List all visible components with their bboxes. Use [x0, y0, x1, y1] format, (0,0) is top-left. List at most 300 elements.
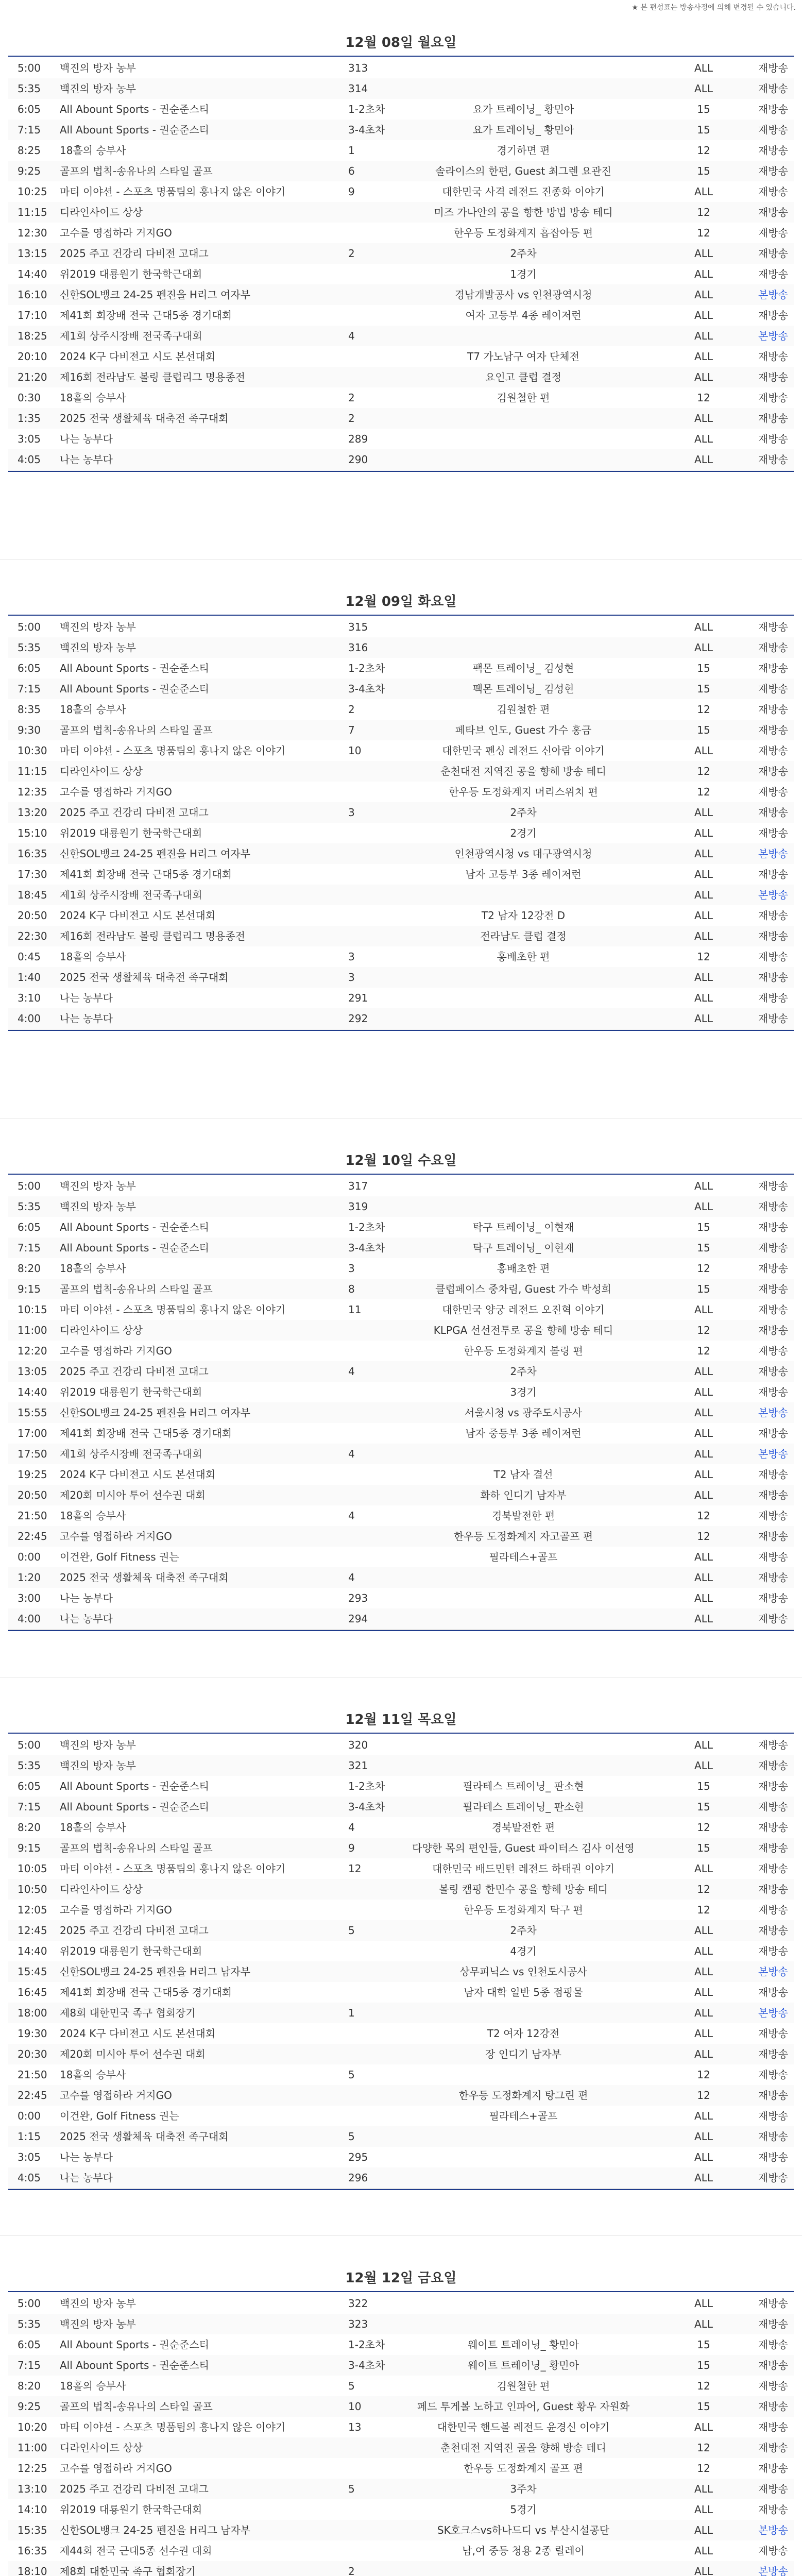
day-top-rule	[8, 1733, 794, 1734]
day-separator	[0, 2235, 802, 2236]
cell-time: 12:05	[18, 1904, 47, 1916]
cell-broadcast-type: 재방송	[758, 103, 788, 115]
cell-broadcast-type: 재방송	[758, 144, 788, 157]
cell-subtitle: 김원철한 편	[497, 2380, 550, 2392]
cell-episode: 294	[348, 1613, 368, 1625]
cell-broadcast-type: 재방송	[758, 1571, 788, 1584]
cell-rating: ALL	[694, 868, 713, 880]
cell-rating: ALL	[694, 1386, 713, 1398]
cell-episode	[348, 1402, 405, 1423]
cell-subtitle	[405, 2003, 642, 2023]
cell-episode: 3-4초차	[348, 683, 385, 695]
cell-episode: 8	[348, 1283, 355, 1295]
cell-subtitle	[405, 1176, 642, 1196]
table-row	[8, 284, 794, 306]
cell-broadcast-type: 재방송	[758, 703, 788, 716]
table-row	[8, 1755, 794, 1776]
table-row	[8, 2003, 794, 2024]
table-row	[8, 2561, 794, 2576]
cell-episode: 5	[348, 2483, 355, 2495]
table-row	[8, 1735, 794, 1756]
cell-subtitle	[405, 2147, 642, 2167]
table-row	[8, 2167, 794, 2189]
cell-program: 제44회 전국 근대5종 선수권 대회	[60, 2545, 212, 2557]
cell-program: 제20회 미시아 투어 선수권 대회	[60, 2048, 206, 2060]
cell-subtitle: 요인고 클럽 결정	[485, 371, 561, 383]
table-row	[8, 2334, 794, 2355]
cell-rating: ALL	[694, 1965, 713, 1978]
cell-time: 5:35	[18, 2318, 41, 2330]
cell-subtitle: 한우등 도정화계지 탕그린 편	[458, 2089, 588, 2102]
cell-broadcast-type: 재방송	[758, 1200, 788, 1213]
cell-rating: ALL	[694, 848, 713, 860]
cell-subtitle: 남자 중등부 3종 레이저런	[465, 1427, 582, 1439]
cell-program: 2024 K구 다비전고 시도 본선대회	[60, 909, 215, 922]
cell-broadcast-type: 재방송	[758, 82, 788, 95]
cell-time: 6:05	[18, 1780, 41, 1792]
cell-subtitle	[405, 1608, 642, 1629]
cell-episode	[348, 2023, 405, 2044]
cell-episode: 1-2초차	[348, 662, 385, 674]
day-bottom-rule	[8, 1030, 794, 1031]
cell-subtitle: 한우등 도정화계지 볼링 편	[464, 1345, 583, 1357]
cell-rating: ALL	[694, 1303, 713, 1316]
cell-episode: 2	[348, 2565, 355, 2576]
cell-time: 11:15	[18, 206, 47, 218]
cell-rating: 12	[697, 1883, 710, 1895]
cell-rating: ALL	[694, 930, 713, 942]
cell-broadcast-type: 재방송	[758, 1904, 788, 1916]
cell-episode: 322	[348, 2297, 368, 2310]
cell-rating: ALL	[694, 2503, 713, 2516]
cell-time: 15:55	[18, 1406, 47, 1419]
cell-subtitle	[405, 1567, 642, 1588]
cell-time: 21:20	[18, 371, 47, 383]
cell-rating: 15	[697, 724, 710, 736]
table-row	[8, 679, 794, 700]
table-row	[8, 387, 794, 409]
cell-subtitle	[405, 637, 642, 658]
cell-time: 11:15	[18, 765, 47, 777]
table-row	[8, 1423, 794, 1444]
cell-rating: 15	[697, 1283, 710, 1295]
cell-episode: 313	[348, 62, 368, 74]
cell-program: 골프의 법칙-송유나의 스타일 골프	[60, 1842, 213, 1854]
cell-episode: 296	[348, 2172, 368, 2184]
cell-rating: ALL	[694, 1592, 713, 1604]
cell-subtitle	[405, 2314, 642, 2334]
cell-episode: 314	[348, 82, 368, 95]
cell-time: 10:50	[18, 1883, 47, 1895]
table-row	[8, 1176, 794, 1197]
cell-subtitle: 남자 고등부 3종 레이저런	[465, 868, 582, 880]
cell-broadcast-type: 재방송	[758, 124, 788, 136]
table-row	[8, 1608, 794, 1630]
cell-program: All Abount Sports - 권순준스티	[60, 1801, 209, 1813]
table-row	[8, 1196, 794, 1217]
cell-broadcast-type: 재방송	[758, 2400, 788, 2413]
cell-broadcast-type: 재방송	[758, 2421, 788, 2433]
cell-program: 18홀의 승부사	[60, 2069, 126, 2081]
cell-episode	[348, 1982, 405, 2003]
cell-rating: 12	[697, 2380, 710, 2392]
cell-rating: ALL	[694, 1012, 713, 1025]
cell-rating: ALL	[694, 2297, 713, 2310]
cell-broadcast-type: 재방송	[758, 2048, 788, 2060]
table-row	[8, 2396, 794, 2417]
cell-program: 마티 이야션 - 스포츠 명품팀의 흥나지 않은 이야기	[60, 2421, 286, 2433]
cell-time: 21:50	[18, 1510, 47, 1522]
cell-time: 12:35	[18, 786, 47, 798]
table-row	[8, 2314, 794, 2335]
cell-rating: 15	[697, 124, 710, 136]
day-top-rule	[8, 1174, 794, 1175]
cell-subtitle	[405, 1588, 642, 1608]
cell-rating: 12	[697, 951, 710, 963]
table-row	[8, 658, 794, 679]
cell-broadcast-type: 재방송	[758, 744, 788, 757]
cell-episode: 4	[348, 1448, 355, 1460]
cell-broadcast-type: 재방송	[758, 453, 788, 466]
cell-rating: ALL	[694, 2545, 713, 2557]
cell-rating: ALL	[694, 1945, 713, 1957]
table-row	[8, 120, 794, 141]
cell-program: 골프의 법칙-송유나의 스타일 골프	[60, 1283, 213, 1295]
cell-broadcast-type: 재방송	[758, 1242, 788, 1254]
cell-program: 디라인사이드 상상	[60, 2442, 143, 2454]
cell-episode	[348, 367, 405, 387]
table-row	[8, 1941, 794, 1962]
cell-program: 18홀의 승부사	[60, 144, 126, 157]
day-schedule	[0, 559, 802, 1118]
cell-subtitle	[405, 1444, 642, 1464]
cell-subtitle: 다양한 목의 편인들, Guest 파이터스 김사 이선영	[412, 1842, 635, 1854]
table-row	[8, 181, 794, 202]
cell-rating: ALL	[694, 1862, 713, 1875]
table-row	[8, 988, 794, 1009]
table-row	[8, 905, 794, 926]
cell-broadcast-type: 재방송	[758, 2297, 788, 2310]
cell-rating: 15	[697, 103, 710, 115]
cell-time: 9:25	[18, 165, 41, 177]
cell-rating: ALL	[694, 309, 713, 321]
cell-episode	[348, 2106, 405, 2126]
cell-program: 골프의 법칙-송유나의 스타일 골프	[60, 165, 213, 177]
table-row	[8, 2085, 794, 2106]
cell-rating: 15	[697, 2338, 710, 2351]
cell-rating: 12	[697, 1821, 710, 1834]
cell-episode	[348, 761, 405, 782]
cell-episode: 9	[348, 1842, 355, 1854]
cell-time: 20:30	[18, 2048, 47, 2060]
cell-broadcast-type: 재방송	[758, 1780, 788, 1792]
cell-rating: ALL	[694, 185, 713, 198]
table-row	[8, 2479, 794, 2500]
cell-episode	[348, 823, 405, 843]
table-row	[8, 1961, 794, 1982]
cell-rating: ALL	[694, 1551, 713, 1563]
cell-episode: 3	[348, 951, 355, 963]
table-row	[8, 2355, 794, 2376]
cell-episode	[348, 223, 405, 243]
cell-broadcast-type: 재방송	[758, 2130, 788, 2143]
cell-program: All Abount Sports - 권순준스티	[60, 1221, 209, 1233]
cell-episode: 317	[348, 1180, 368, 1192]
cell-time: 10:15	[18, 1303, 47, 1316]
cell-subtitle: 경북발전한 편	[491, 1821, 555, 1834]
cell-time: 19:30	[18, 2027, 47, 2040]
cell-broadcast-type: 재방송	[758, 1759, 788, 1772]
cell-program: 마티 이야션 - 스포츠 명품팀의 흥나지 않은 이야기	[60, 1303, 286, 1316]
cell-time: 11:00	[18, 1324, 47, 1336]
cell-episode: 2	[348, 247, 355, 260]
cell-episode	[348, 1547, 405, 1567]
cell-subtitle	[405, 2167, 642, 2188]
cell-rating: ALL	[694, 1613, 713, 1625]
cell-broadcast-type: 재방송	[758, 371, 788, 383]
cell-time: 9:25	[18, 2400, 41, 2413]
cell-time: 8:20	[18, 1821, 41, 1834]
table-row	[8, 408, 794, 429]
cell-time: 10:25	[18, 185, 47, 198]
table-row	[8, 926, 794, 947]
cell-episode	[348, 346, 405, 367]
cell-episode: 4	[348, 1571, 355, 1584]
cell-time: 3:00	[18, 1592, 41, 1604]
cell-program: 제41회 회장배 전국 근대5종 경기대회	[60, 868, 232, 880]
table-row	[8, 1505, 794, 1527]
table-row	[8, 1402, 794, 1423]
cell-program: 제8회 대한민국 족구 협회장기	[60, 2007, 196, 2019]
cell-program: 18홀의 승부사	[60, 1821, 126, 1834]
cell-subtitle: 요가 트레이닝_ 황민아	[472, 124, 574, 136]
cell-broadcast-type: 재방송	[758, 806, 788, 819]
table-row	[8, 1464, 794, 1485]
cell-program: 2024 K구 다비전고 시도 본선대회	[60, 1468, 215, 1481]
cell-subtitle	[405, 1196, 642, 1217]
cell-episode: 7	[348, 724, 355, 736]
cell-program: All Abount Sports - 권순준스티	[60, 2338, 209, 2351]
cell-program: 제1회 상주시장배 전국족구대회	[60, 889, 202, 901]
table-row	[8, 1588, 794, 1609]
cell-broadcast-type: 재방송	[758, 1801, 788, 1813]
cell-program: 2025 주고 건강리 다비전 고대그	[60, 1924, 209, 1937]
cell-program: 백진의 방자 농부	[60, 1180, 136, 1192]
table-row	[8, 1217, 794, 1238]
day-bottom-rule	[8, 1630, 794, 1631]
cell-broadcast-type: 재방송	[758, 2545, 788, 2557]
day-schedule	[0, 2235, 802, 2576]
cell-rating: ALL	[694, 2524, 713, 2536]
day-schedule	[0, 0, 802, 559]
cell-episode: 321	[348, 1759, 368, 1772]
cell-program: 백진의 방자 농부	[60, 1200, 136, 1213]
cell-episode	[348, 2458, 405, 2479]
cell-time: 18:45	[18, 889, 47, 901]
day-schedule	[0, 1677, 802, 2236]
cell-subtitle: 춘천대전 지역진 공을 향해 방송 테디	[440, 765, 606, 777]
cell-subtitle: 5경기	[510, 2503, 537, 2516]
cell-episode: 2	[348, 412, 355, 425]
table-row	[8, 1258, 794, 1279]
cell-subtitle: 한우등 도정화계지 골프 편	[464, 2462, 583, 2475]
cell-rating: ALL	[694, 412, 713, 425]
cell-time: 20:50	[18, 909, 47, 922]
cell-subtitle: 홍배초한 편	[497, 951, 550, 963]
cell-subtitle: 웨이트 트레이닝_ 황민아	[468, 2338, 579, 2351]
cell-episode: 4	[348, 330, 355, 342]
cell-time: 7:15	[18, 1801, 41, 1813]
cell-program: All Abount Sports - 권순준스티	[60, 103, 209, 115]
cell-subtitle: 볼링 캠핑 한민수 공을 향해 방송 테디	[439, 1883, 608, 1895]
cell-subtitle	[405, 408, 642, 429]
cell-subtitle: 필라테스 트레이닝_ 판소현	[463, 1801, 584, 1813]
table-row	[8, 1526, 794, 1547]
table-row	[8, 99, 794, 120]
day-top-rule	[8, 2291, 794, 2292]
table-row	[8, 429, 794, 450]
table-row	[8, 58, 794, 79]
cell-rating: ALL	[694, 2027, 713, 2040]
cell-subtitle	[405, 1008, 642, 1029]
cell-program: 백진의 방자 농부	[60, 62, 136, 74]
table-row	[8, 2126, 794, 2147]
cell-broadcast-type: 재방송	[758, 1592, 788, 1604]
cell-subtitle: 경기하면 편	[497, 144, 550, 157]
table-row	[8, 326, 794, 347]
cell-program: 백진의 방자 농부	[60, 2318, 136, 2330]
cell-episode: 315	[348, 621, 368, 633]
cell-rating: ALL	[694, 433, 713, 445]
cell-time: 0:30	[18, 392, 41, 404]
cell-rating: ALL	[694, 2007, 713, 2019]
cell-broadcast-type: 본방송	[758, 289, 788, 301]
cell-program: 나는 농부다	[60, 453, 113, 466]
cell-episode	[348, 926, 405, 946]
cell-rating: 12	[697, 786, 710, 798]
cell-program: 위2019 대룡원기 한국학근대회	[60, 827, 202, 839]
cell-episode: 11	[348, 1303, 362, 1316]
cell-broadcast-type: 재방송	[758, 2483, 788, 2495]
cell-subtitle: 경북발전한 편	[491, 1510, 555, 1522]
cell-program: 나는 농부다	[60, 1613, 113, 1625]
cell-program: All Abount Sports - 권순준스티	[60, 683, 209, 695]
cell-rating: 12	[697, 144, 710, 157]
cell-time: 10:30	[18, 744, 47, 757]
cell-rating: ALL	[694, 2172, 713, 2184]
cell-time: 11:00	[18, 2442, 47, 2454]
cell-subtitle: 홍배초한 편	[497, 1262, 550, 1275]
cell-episode: 5	[348, 2069, 355, 2081]
table-row	[8, 2417, 794, 2438]
cell-time: 22:45	[18, 2089, 47, 2102]
cell-subtitle	[405, 1755, 642, 1776]
cell-time: 1:20	[18, 1571, 41, 1584]
cell-program: 2025 주고 건강리 다비전 고대그	[60, 2483, 209, 2495]
cell-time: 16:45	[18, 1986, 47, 1998]
table-row	[8, 1008, 794, 1029]
cell-episode	[348, 284, 405, 305]
cell-rating: 12	[697, 1510, 710, 1522]
cell-rating: 15	[697, 2400, 710, 2413]
cell-broadcast-type: 재방송	[758, 185, 788, 198]
cell-rating: ALL	[694, 2318, 713, 2330]
cell-program: 마티 이야션 - 스포츠 명품팀의 흥나지 않은 이야기	[60, 1862, 286, 1875]
cell-program: 나는 농부다	[60, 992, 113, 1004]
cell-broadcast-type: 재방송	[758, 1739, 788, 1751]
cell-episode: 10	[348, 2400, 362, 2413]
table-row	[8, 305, 794, 326]
cell-broadcast-type: 재방송	[758, 909, 788, 922]
cell-episode: 3	[348, 1262, 355, 1275]
cell-time: 13:10	[18, 2483, 47, 2495]
table-row	[8, 1320, 794, 1341]
cell-rating: 15	[697, 683, 710, 695]
cell-episode: 289	[348, 433, 368, 445]
cell-program: 신한SOL뱅크 24-25 펜진을 H리그 남자부	[60, 2524, 251, 2536]
cell-time: 22:45	[18, 1530, 47, 1543]
cell-time: 9:30	[18, 724, 41, 736]
cell-program: 2025 전국 생활체육 대축전 족구대회	[60, 2130, 229, 2143]
cell-broadcast-type: 재방송	[758, 662, 788, 674]
cell-episode	[348, 2044, 405, 2064]
cell-episode: 291	[348, 992, 368, 1004]
cell-subtitle: 필라테스 트레이닝_ 판소현	[463, 1780, 584, 1792]
cell-program: 고수를 영접하라 거지GO	[60, 1530, 172, 1543]
cell-time: 5:35	[18, 82, 41, 95]
cell-rating: ALL	[694, 1924, 713, 1937]
cell-time: 1:40	[18, 971, 41, 984]
cell-broadcast-type: 재방송	[758, 206, 788, 218]
cell-time: 14:40	[18, 268, 47, 280]
cell-program: 마티 이야션 - 스포츠 명품팀의 흥나지 않은 이야기	[60, 744, 286, 757]
cell-episode	[348, 202, 405, 223]
cell-broadcast-type: 재방송	[758, 1613, 788, 1625]
cell-broadcast-type: 본방송	[758, 848, 788, 860]
cell-time: 14:40	[18, 1945, 47, 1957]
cell-program: 위2019 대룡원기 한국학근대회	[60, 1945, 202, 1957]
cell-time: 3:05	[18, 2151, 41, 2163]
cell-subtitle: 1경기	[510, 268, 537, 280]
cell-program: 제16회 전라남도 볼링 클럽리그 명용종전	[60, 930, 245, 942]
cell-program: 디라인사이드 상상	[60, 765, 143, 777]
cell-time: 7:15	[18, 124, 41, 136]
cell-time: 10:20	[18, 2421, 47, 2433]
cell-subtitle: 팩몬 트레이닝_ 김성현	[472, 662, 574, 674]
table-row	[8, 1547, 794, 1568]
cell-time: 8:20	[18, 2380, 41, 2392]
cell-broadcast-type: 재방송	[758, 2172, 788, 2184]
cell-rating: 12	[697, 392, 710, 404]
cell-program: 위2019 대룡원기 한국학근대회	[60, 2503, 202, 2516]
cell-subtitle: 장 인디기 남자부	[485, 2048, 561, 2060]
cell-program: All Abount Sports - 권순준스티	[60, 2359, 209, 2371]
cell-subtitle: 여자 고등부 4종 레이저런	[465, 309, 582, 321]
cell-time: 5:00	[18, 621, 41, 633]
table-row	[8, 720, 794, 741]
table-row	[8, 2437, 794, 2459]
cell-broadcast-type: 재방송	[758, 1365, 788, 1378]
cell-time: 1:15	[18, 2130, 41, 2143]
cell-rating: ALL	[694, 350, 713, 363]
cell-subtitle: 미즈 가나안의 공을 향한 방법 방송 테디	[434, 206, 613, 218]
cell-rating: ALL	[694, 2130, 713, 2143]
cell-broadcast-type: 재방송	[758, 1221, 788, 1233]
cell-subtitle: 탁구 트레이닝_ 이현재	[472, 1242, 574, 1254]
cell-episode: 2	[348, 392, 355, 404]
cell-time: 5:35	[18, 641, 41, 654]
cell-episode: 323	[348, 2318, 368, 2330]
